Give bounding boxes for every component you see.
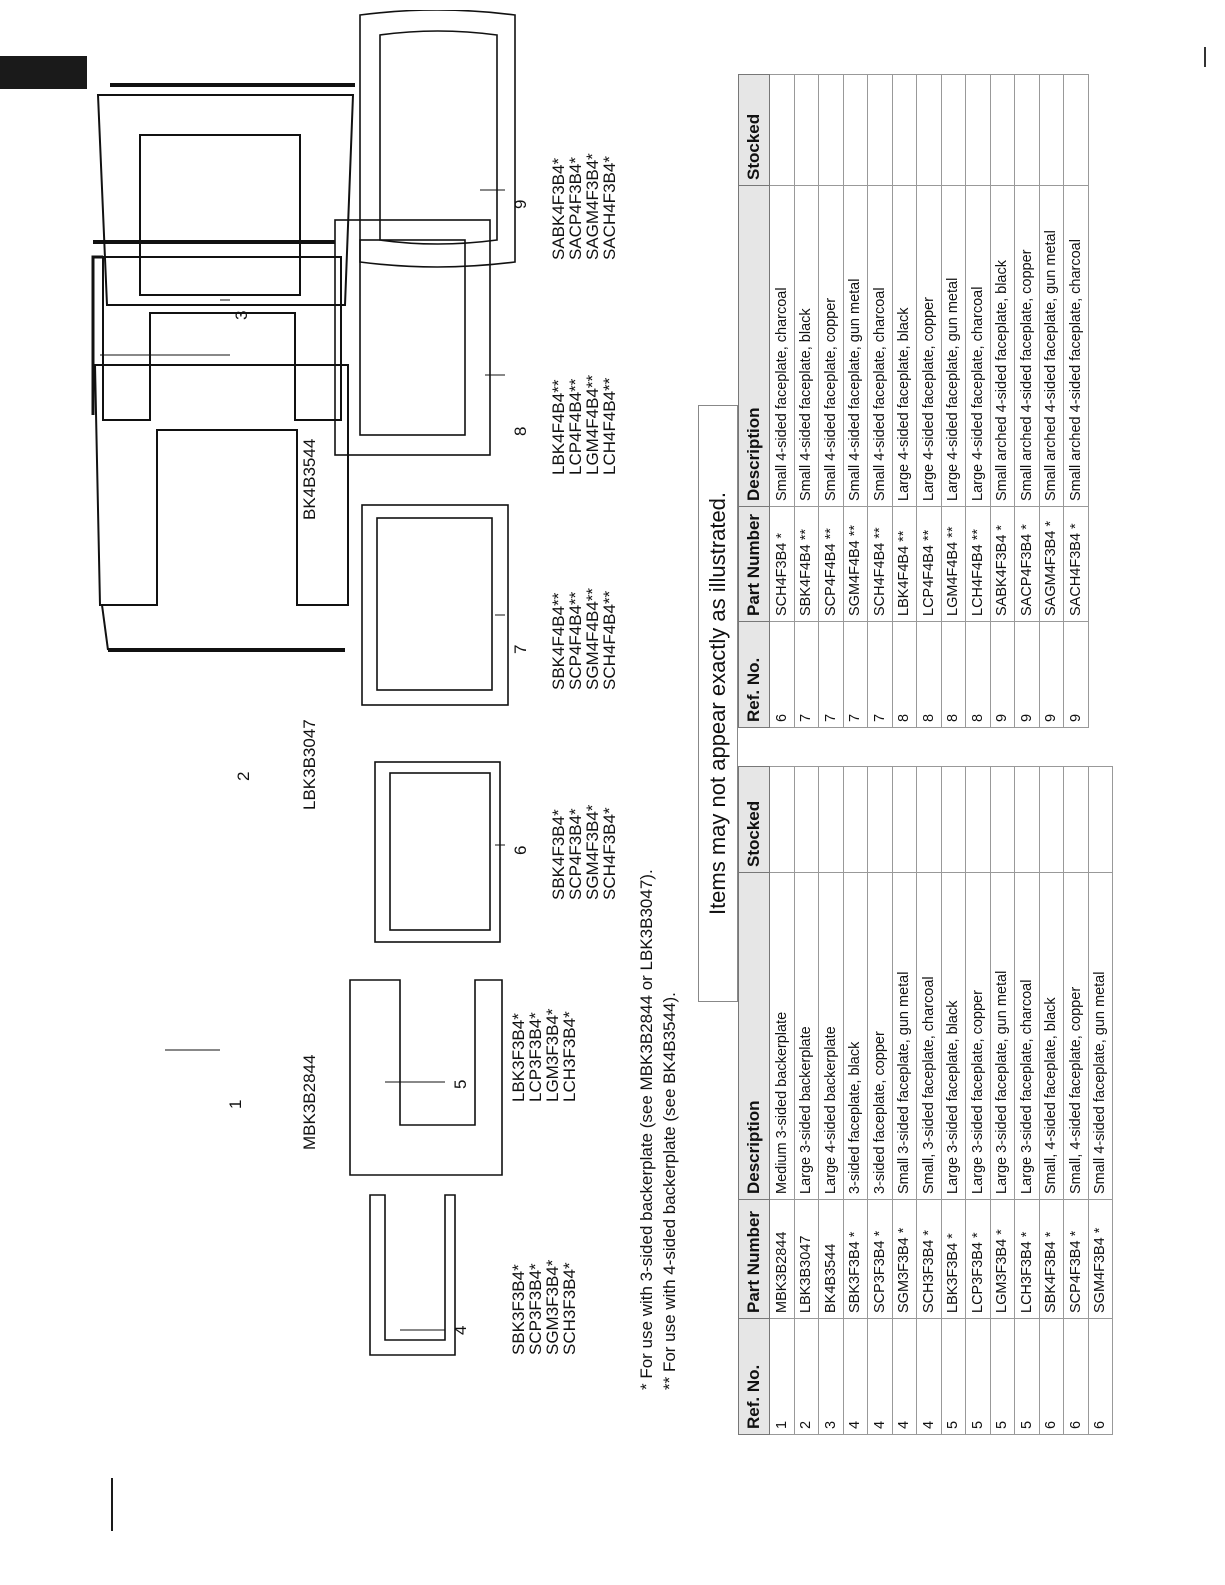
callout-9: 9 [511,199,530,209]
cell-part-number: SACH4F3B4 * [1064,507,1089,622]
table-row [868,75,893,728]
cell-stocked [941,767,966,873]
cell-ref-no: 5 [1015,1319,1040,1435]
cell-ref-no: 4 [892,1319,917,1435]
cell-stocked [819,767,844,873]
cell-stocked [770,75,795,186]
table-row [966,75,991,728]
cell-ref-no: 8 [892,622,917,728]
footnote-double-star: ** For use with 4-sided backerplate (see BK4B3544). [660,992,679,1390]
footnote-single-star: * For use with 3-sided backerplate (see MBK3B2844 or LBK3B3047). [637,869,656,1390]
cell-stocked [794,767,819,873]
faceplate-6-drawing [375,762,500,942]
cell-part-number: SAGM4F3B4 * [1039,507,1064,622]
cell-stocked [1064,767,1089,873]
backerplate-3-drawing [98,85,355,305]
cell-ref-no: 8 [966,622,991,728]
table-row [966,767,991,1435]
faceplate-5-codes: LBK3F3B4* LCP3F3B4* LGM3F3B4* LCH3F3B4* [509,1008,579,1102]
cell-description: Small arched 4-sided faceplate, copper [1015,186,1040,507]
cell-part-number: LCP4F4B4 ** [917,507,942,622]
callout-7: 7 [511,644,530,654]
cell-stocked [1039,75,1064,186]
cell-stocked [770,767,795,873]
table-row [917,767,942,1435]
cell-description: 3-sided faceplate, copper [868,873,893,1200]
faceplate-6-codes: SBK4F3B4* SCP4F3B4* SGM4F3B4* SCH4F3B4* [549,804,619,900]
cell-stocked [892,75,917,186]
cell-description: 3-sided faceplate, black [843,873,868,1200]
cell-ref-no: 1 [770,1319,795,1435]
faceplate-5-drawing [350,980,502,1175]
cell-description: Large 4-sided faceplate, charcoal [966,186,991,507]
cell-description: Small arched 4-sided faceplate, black [990,186,1015,507]
cell-part-number: SGM3F3B4 * [892,1200,917,1319]
table-header-row [739,75,770,728]
cell-ref-no: 4 [843,1319,868,1435]
col-part-number: Part Number [739,1200,770,1319]
table-row [868,767,893,1435]
table-row [1015,767,1040,1435]
table-row [990,767,1015,1435]
cell-ref-no: 6 [1064,1319,1089,1435]
cell-stocked [917,767,942,873]
table-row [770,75,795,728]
table-row [843,75,868,728]
cell-description: Small 4-sided faceplate, copper [819,186,844,507]
callout-6: 6 [511,845,530,855]
cell-description: Small arched 4-sided faceplate, gun metal [1039,186,1064,507]
col-stocked: Stocked [739,767,770,873]
callout-8: 8 [511,426,530,436]
col-stocked: Stocked [739,75,770,186]
cell-description: Large 4-sided backerplate [819,873,844,1200]
cell-description: Small 4-sided faceplate, charcoal [868,186,893,507]
cell-part-number: LCH3F3B4 * [1015,1200,1040,1319]
callout-4: 4 [451,1325,470,1335]
cell-description: Large 3-sided faceplate, gun metal [990,873,1015,1200]
cell-stocked [843,75,868,186]
faceplate-7-drawing [362,505,508,705]
table-row [1039,767,1064,1435]
faceplate-7-codes: SBK4F4B4** SCP4F4B4** SGM4F4B4** SCH4F4B4** [549,587,619,690]
callout-1: 1 [226,1099,245,1109]
cell-ref-no: 3 [819,1319,844,1435]
cell-ref-no: 9 [1064,622,1089,728]
table-row [892,75,917,728]
faceplate-8-drawing [335,220,490,455]
cell-stocked [1088,767,1113,873]
cell-ref-no: 7 [819,622,844,728]
cell-stocked [917,75,942,186]
cell-stocked [941,75,966,186]
cell-ref-no: 9 [1039,622,1064,728]
cell-description: Small 4-sided faceplate, gun metal [843,186,868,507]
faceplate-9-codes: SABK4F3B4* SACP4F3B4* SAGM4F3B4* SACH4F3B4* [549,153,619,260]
cell-stocked [892,767,917,873]
faceplate-9-drawing [360,10,515,267]
cell-stocked [1015,75,1040,186]
cell-part-number: LGM4F4B4 ** [941,507,966,622]
cell-ref-no: 6 [770,622,795,728]
cell-ref-no: 2 [794,1319,819,1435]
crop-mark [1204,47,1206,67]
cell-ref-no: 8 [917,622,942,728]
faceplate-4-drawing [370,1195,455,1355]
cell-description: Small 4-sided faceplate, charcoal [770,186,795,507]
table-row [819,75,844,728]
cell-ref-no: 7 [794,622,819,728]
cell-part-number: MBK3B2844 [770,1200,795,1319]
cell-description: Small arched 4-sided faceplate, charcoal [1064,186,1089,507]
callout-5: 5 [451,1079,470,1089]
cell-stocked [868,767,893,873]
cell-ref-no: 7 [868,622,893,728]
cell-part-number: SABK4F3B4 * [990,507,1015,622]
cell-part-number: SBK4F4B4 ** [794,507,819,622]
cell-stocked [794,75,819,186]
cell-ref-no: 4 [868,1319,893,1435]
table-row [1039,75,1064,728]
table-header-row [739,767,770,1435]
cell-description: Small 3-sided faceplate, gun metal [892,873,917,1200]
cell-part-number: LBK3B3047 [794,1200,819,1319]
cell-part-number: LGM3F3B4 * [990,1200,1015,1319]
table-row [770,767,795,1435]
cell-description: Large 3-sided faceplate, copper [966,873,991,1200]
cell-stocked [843,767,868,873]
cell-ref-no: 7 [843,622,868,728]
table-row [843,767,868,1435]
cell-stocked [1039,767,1064,873]
cell-description: Small, 3-sided faceplate, charcoal [917,873,942,1200]
table-row [1088,767,1113,1435]
cell-ref-no: 5 [941,1319,966,1435]
col-part-number: Part Number [739,507,770,622]
cell-description: Small 4-sided faceplate, gun metal [1088,873,1113,1200]
cell-description: Large 4-sided faceplate, gun metal [941,186,966,507]
cell-part-number: SCP4F3B4 * [1064,1200,1089,1319]
table-row [990,75,1015,728]
cell-description: Large 3-sided faceplate, black [941,873,966,1200]
cell-stocked [819,75,844,186]
table-row [794,767,819,1435]
cell-ref-no: 4 [917,1319,942,1435]
col-description: Description [739,873,770,1200]
cell-stocked [990,75,1015,186]
cell-part-number: LCP3F3B4 * [966,1200,991,1319]
cell-ref-no: 6 [1088,1319,1113,1435]
cell-ref-no: 5 [966,1319,991,1435]
cell-ref-no: 6 [1039,1319,1064,1435]
table-row [1064,75,1089,728]
faceplate-8-codes: LBK4F4B4** LCP4F4B4** LGM4F4B4** LCH4F4B4** [549,374,619,475]
table-row [819,767,844,1435]
cell-part-number: SACP4F3B4 * [1015,507,1040,622]
backerplate-1-label: MBK3B2844 [300,1054,319,1150]
cell-ref-no: 9 [990,622,1015,728]
parts-table-right [738,74,1089,728]
cell-description: Small 4-sided faceplate, black [794,186,819,507]
cell-part-number: SCH4F3B4 * [770,507,795,622]
cell-part-number: LCH4F4B4 ** [966,507,991,622]
backerplate-3-label: BK4B3544 [300,438,319,520]
backerplate-2-label: LBK3B3047 [300,719,319,810]
illustration-notice: Items may not appear exactly as illustrated. [698,405,738,1002]
cell-part-number: SBK3F3B4 * [843,1200,868,1319]
faceplate-4-codes: SBK3F3B4* SCP3F3B4* SGM3F3B4* SCH3F3B4* [509,1259,579,1355]
cell-stocked [868,75,893,186]
col-description: Description [739,186,770,507]
cell-part-number: SCH4F4B4 ** [868,507,893,622]
cell-ref-no: 9 [1015,622,1040,728]
cell-part-number: SGM4F3B4 * [1088,1200,1113,1319]
table-row [1064,767,1089,1435]
cell-stocked [990,767,1015,873]
cell-description: Large 3-sided backerplate [794,873,819,1200]
col-ref-no: Ref. No. [739,1319,770,1435]
cell-part-number: LBK3F3B4 * [941,1200,966,1319]
cell-stocked [1064,75,1089,186]
cell-part-number: SCH3F3B4 * [917,1200,942,1319]
cell-part-number: SCP4F4B4 ** [819,507,844,622]
table-row [794,75,819,728]
backerplate-1-drawing [93,242,341,420]
table-row [941,767,966,1435]
parts-table-left [738,766,1113,1435]
cell-part-number: BK4B3544 [819,1200,844,1319]
cell-stocked [1015,767,1040,873]
cell-description: Large 4-sided faceplate, black [892,186,917,507]
cell-ref-no: 8 [941,622,966,728]
cell-description: Small, 4-sided faceplate, copper [1064,873,1089,1200]
callout-3: 3 [232,310,251,320]
cell-description: Medium 3-sided backerplate [770,873,795,1200]
cell-description: Small, 4-sided faceplate, black [1039,873,1064,1200]
table-row [1015,75,1040,728]
table-row [917,75,942,728]
table-row [941,75,966,728]
callout-2: 2 [234,771,253,781]
cell-stocked [966,767,991,873]
cell-part-number: SBK4F3B4 * [1039,1200,1064,1319]
col-ref-no: Ref. No. [739,622,770,728]
cell-part-number: SCP3F3B4 * [868,1200,893,1319]
cell-part-number: LBK4F4B4 ** [892,507,917,622]
rotated-content [5,10,1115,1460]
cell-description: Large 3-sided faceplate, charcoal [1015,873,1040,1200]
cell-stocked [966,75,991,186]
cell-part-number: SGM4F4B4 ** [843,507,868,622]
cell-ref-no: 5 [990,1319,1015,1435]
table-row [892,767,917,1435]
cell-description: Large 4-sided faceplate, copper [917,186,942,507]
crop-mark [111,1478,113,1531]
